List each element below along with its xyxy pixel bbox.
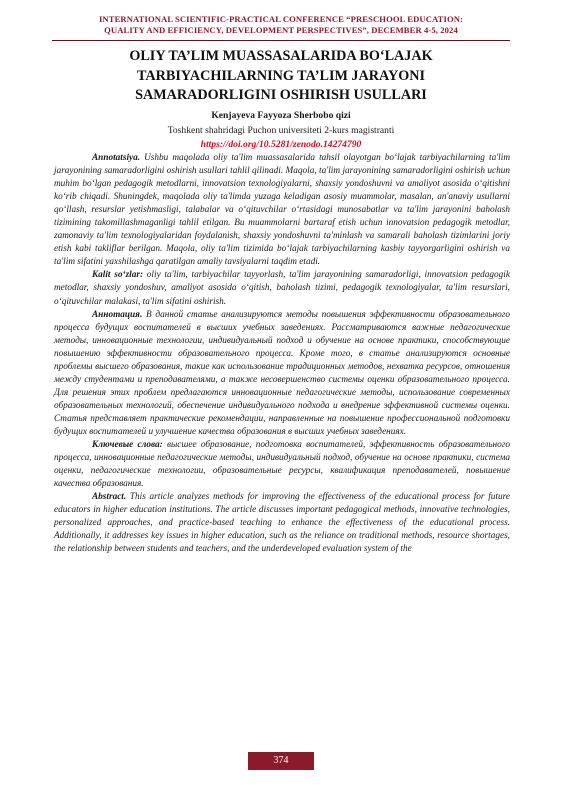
annotation-ru-paragraph — [54, 309, 510, 439]
annotation-uz-label: Annotatsiya. — [92, 153, 141, 163]
keywords-ru-paragraph — [54, 439, 510, 491]
article-body — [54, 152, 510, 556]
keywords-ru-label: Ключевые слова: — [92, 440, 163, 451]
keywords-uz-paragraph — [54, 269, 510, 308]
article-title-line-3: SAMARADORLIGINI OSHIRISH USULLARI — [135, 87, 427, 103]
conference-header-line-2: QUALITY AND EFFICIENCY, DEVELOPMENT PERSPECTIVES”, DECEMBER 4-5, 2024 — [104, 25, 458, 35]
keywords-uz-label: Kalit so‘zlar: — [92, 270, 144, 281]
author-name: Kenjayeva Fayyoza Sherbobo qizi — [211, 110, 351, 121]
article-title-line-2: TARBIYACHILARNING TA’LIM JARAYONI — [137, 67, 425, 84]
conference-header-line-1: INTERNATIONAL SCIENTIFIC-PRACTICAL CONFERENCE “PRESCHOOL EDUCATION: — [98, 14, 464, 24]
article-title-line-1: OLIY TA’LIM MUASSASALARIDA BO‘LAJAK — [129, 48, 433, 64]
abstract-en-text: This article analyzes methods for improving the effectiveness of the educational process for future educators in higher education institutions. The article discusses important pedagogical methods, innovative technologies, personalized approaches, and practice-based teaching to enhance the effectiveness of the educational process. Additionally, it addresses key issues in higher education, such as the reliance on traditional methods, resource shortages, the relationship between students and teachers, and the underdeveloped evaluation system of the — [54, 492, 510, 555]
article-title — [40, 47, 522, 106]
page-number-badge: 374 — [248, 752, 314, 770]
conference-header — [40, 14, 522, 36]
abstract-en-paragraph — [54, 491, 510, 556]
annotation-ru-label: Аннотация. — [92, 309, 143, 320]
keywords-uz-text: oliy ta'lim, tarbiyachilar tayyorlash, ta'lim jarayonining samaradorligi, innovatsion pedagogik metodlar, shaxsiy yondoshuv, amaliyot asosida o‘qitish, baholash tizimi, pedagogik texnologiyalar, ta'lim resurslari, o‘qituvchilar malakasi, ta'lim sifatini oshirish. — [54, 270, 510, 307]
annotation-uz-text: Ushbu maqolada oliy ta'lim muassasalarida tahsil olayotgan bo‘lajak tarbiyachilarning ta'lim jarayonining samaradorligini oshirish usullari tahlil qilinadi. Maqola, ta'lim jarayonining samaradorligini oshirish uchun muhim bo‘lgan pedagogik metodlarni, innovatsion texnologiyalarni, shaxsiy yondoshuvni va amaliyot asosida o‘qitishni ko‘rib chiqadi. Shuningdek, maqolada oliy ta'limda yuzaga keladigan asosiy muammolar, masalan, an'anaviy usullarni qo‘llash, resurslar yetishmasligi, talabalar va o‘qituvchilar o‘rtasidagi munosabatlar va ta'lim jarayonini baholash tizimining takomillashmaganligi tahlil etilgan. Bu muammolarni bartaraf etish uchun innovatsion pedagogik metodlar, zamonaviy ta'lim texnologiyalaridan foydalanish, shaxsiy yondoshuvni ta'minlash va samarali baholash tizimlarini joriy etish kabi takliflar berilgan. Maqola, oliy ta'lim tizimida bo‘lajak tarbiyachilarning kasbiy tayyorgarligini oshirish va ta'lim sifatini yaxshilashga qaratilgan amaliy tavsiyalarni taqdim etadi. — [54, 153, 510, 268]
keywords-ru-text: высшее образование, подготовка воспитателей, эффективность образовательного процесса, инновационные педагогические методы, индивидуальный подход, обучение на основе практики, система оценки, педагогические технологии, образовательные ресурсы, квалификация преподавателей, повышение качества образования. — [54, 440, 510, 490]
annotation-uz-paragraph — [54, 152, 510, 269]
author-affiliation: Toshkent shahridagi Puchon universiteti 2-kurs magistranti — [167, 125, 395, 136]
doi-link[interactable]: https://doi.org/10.5281/zenodo.14274790 — [200, 139, 362, 150]
abstract-en-label: Abstract. — [92, 492, 127, 503]
header-divider — [52, 40, 510, 41]
annotation-ru-text: В данной статье анализируются методы повышения эффективности образовательного процесса будущих воспитателей в высших учебных заведениях. Рассматриваются важные педагогические методы, инновационные технологии, индивидуальный подход и обучение на основе практики, способствующие повышению эффективности образовательного процесса. Кроме того, в статье анализируются основные проблемы высшего образования, такие как использование традиционных методов, нехватка ресурсов, отношения между студентами и преподавателями, а также несовершенство системы оценки образовательного процесса. Для решения этих проблем предлагаются инновационные педагогические методы, использование современных образовательных технологий, обеспечение индивидуального подхода и внедрение эффективной системы оценки. Статья представляет практические рекомендации, направленные на повышение профессиональной подготовки будущих воспитателей и улучшение качества образования в высших учебных заведениях. — [54, 309, 510, 437]
